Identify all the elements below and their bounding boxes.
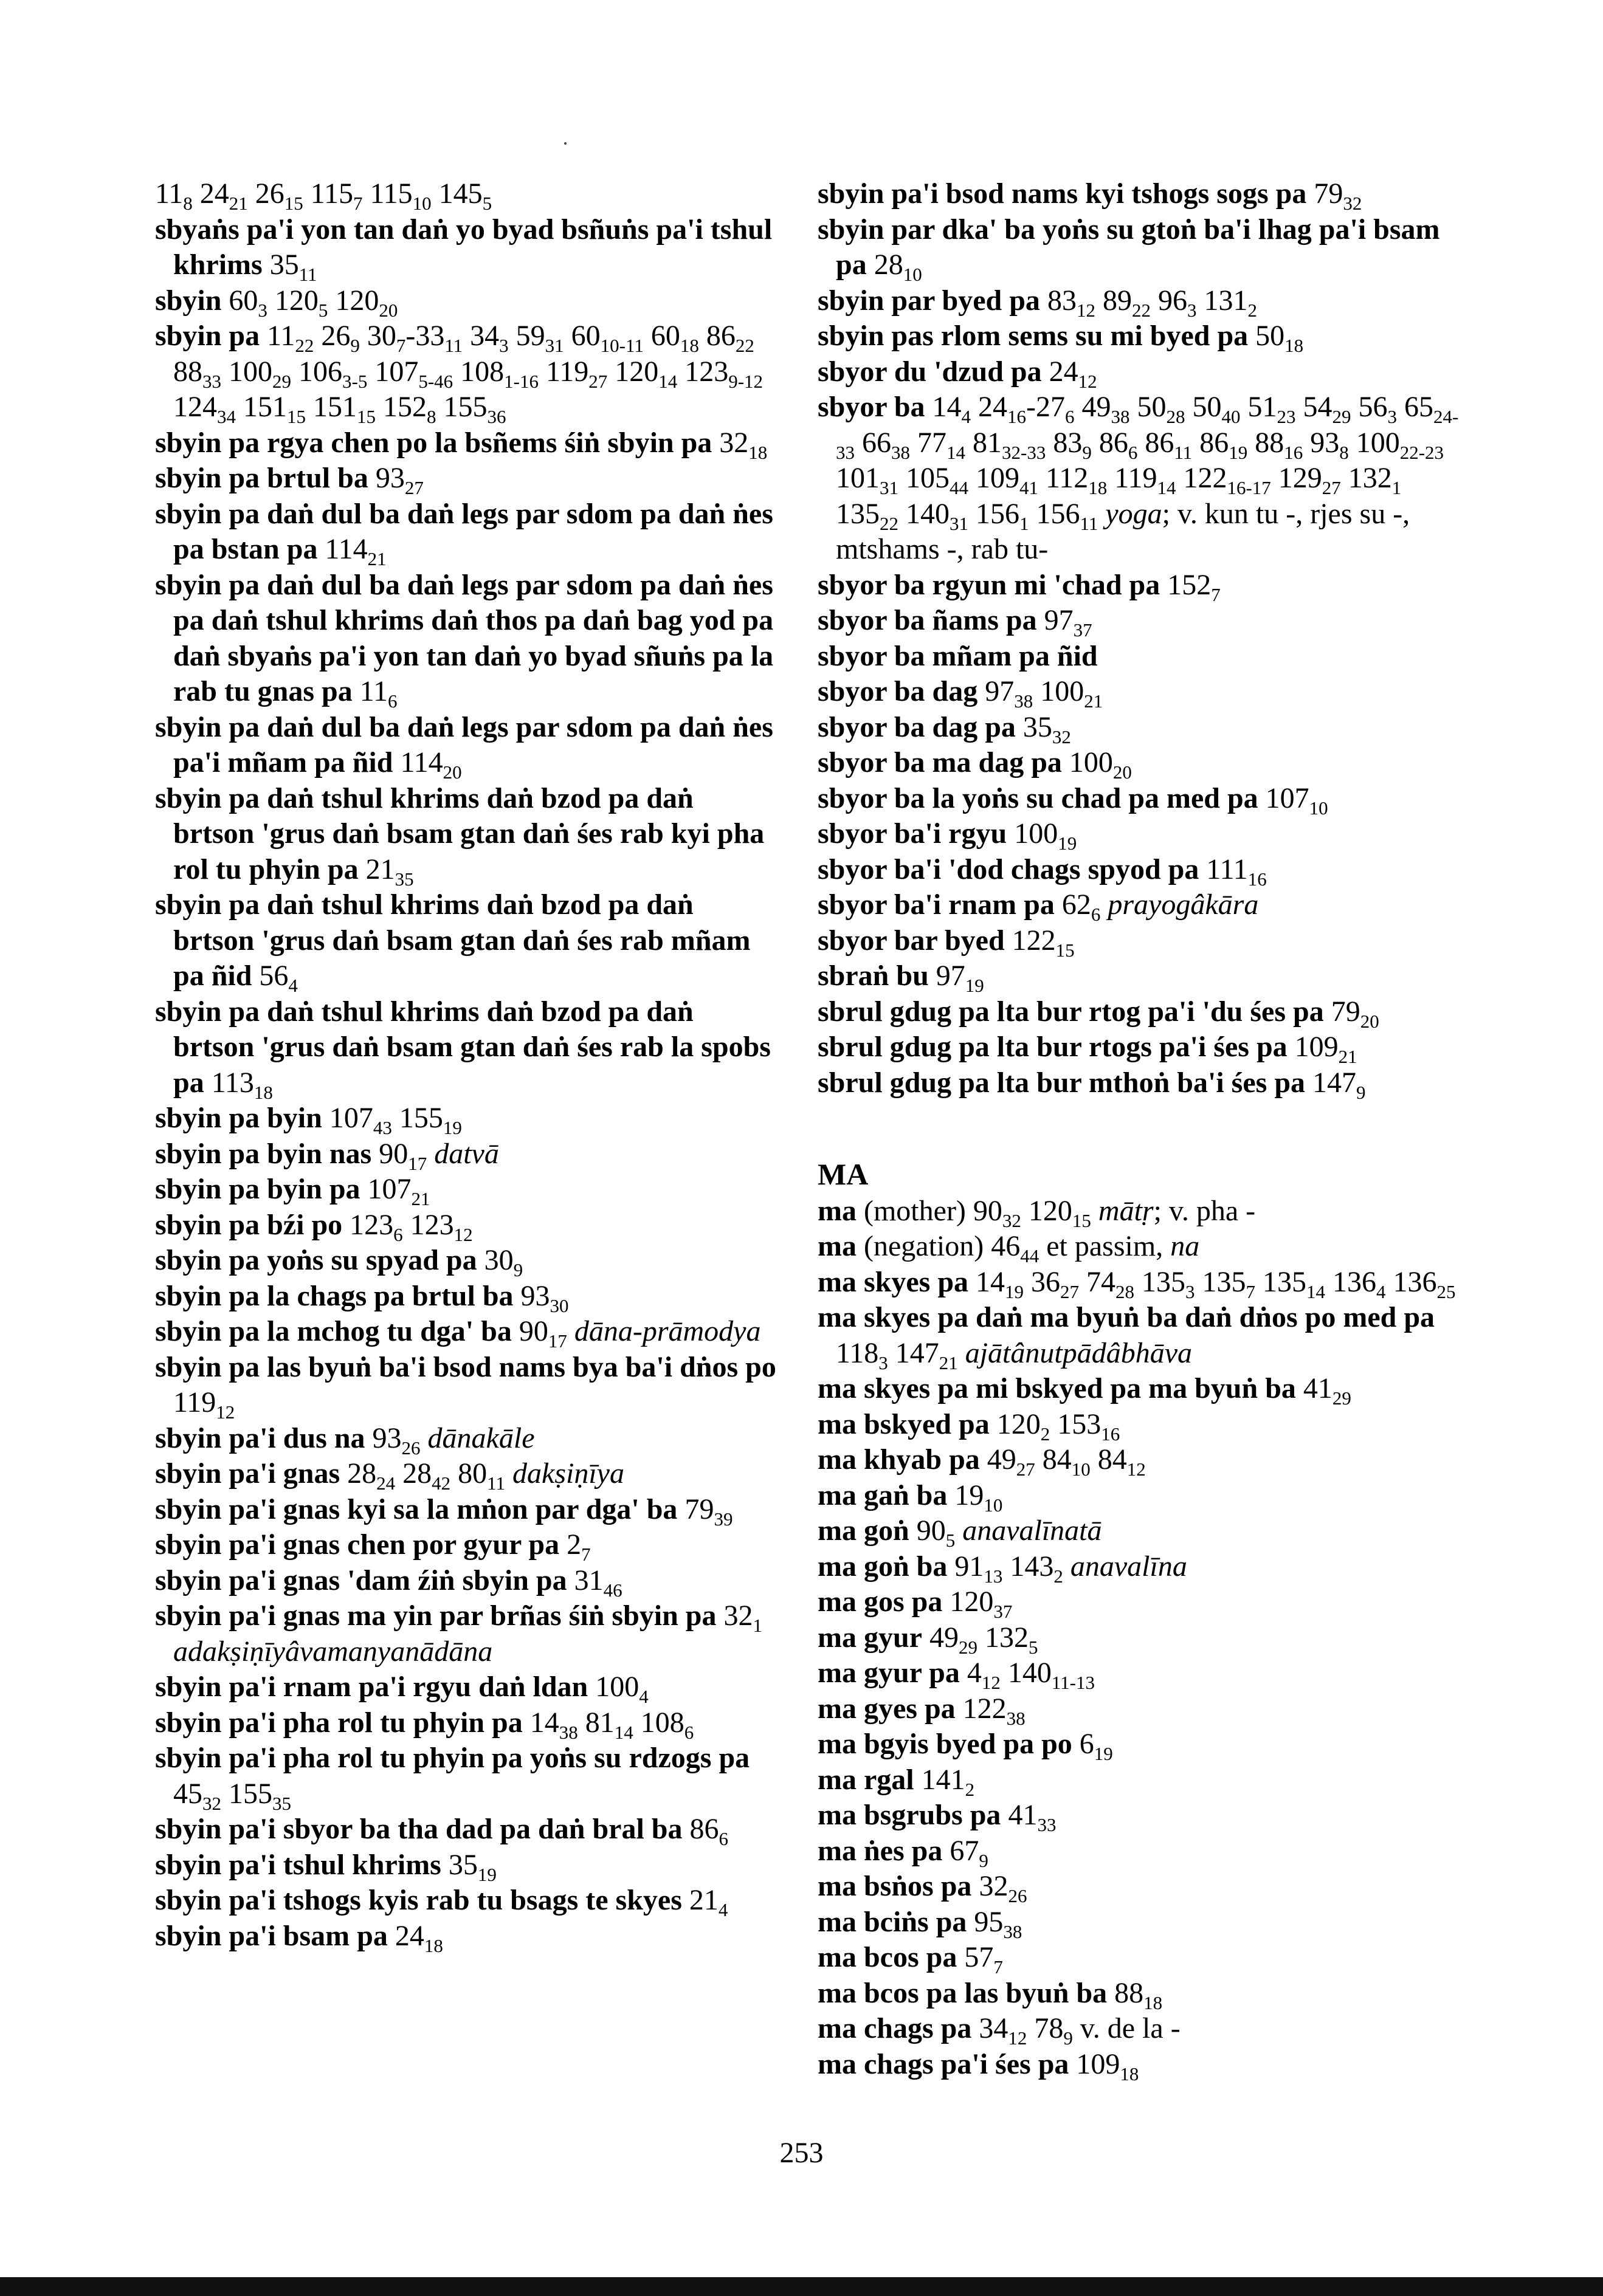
entry-page-refs: $79_{39}$ xyxy=(684,1493,733,1530)
entry-page-refs: $118_3$ $147_{21}$ xyxy=(836,1336,958,1373)
entry-headword: ma gyes pa xyxy=(818,1692,956,1725)
entry-headword: ma skyes pa mi bskyed pa ma byuṅ ba xyxy=(818,1372,1296,1404)
entry-page-refs: $90_{17}$ xyxy=(519,1315,567,1352)
entry-page-refs: $62_6$ xyxy=(1061,888,1101,925)
index-entry xyxy=(818,710,1462,746)
entry-page-refs: $45_{32}$ $155_{35}$ xyxy=(173,1777,291,1814)
entry-page-refs: $32_{18}$ xyxy=(719,426,768,463)
entry-page-refs: $28_{24}$ $28_{42}$ $80_{11}$ xyxy=(347,1457,506,1494)
entry-headword: sbyin pa'i bsod nams kyi tshogs sogs pa xyxy=(818,177,1307,210)
scan-speck xyxy=(564,142,567,145)
entry-headword: sbyor ba dag xyxy=(818,675,978,707)
index-entry xyxy=(818,923,1462,959)
entry-sanskrit-equivalent: ajātânutpādâbhāva xyxy=(965,1336,1193,1369)
entry-page-refs: $2_7$ xyxy=(567,1528,591,1565)
entry-page-refs: $90_5$ xyxy=(916,1514,956,1551)
entry-headword: ma bsṅos pa xyxy=(818,1870,972,1902)
entry-headword: sbyin pa la mchog tu dga' ba xyxy=(155,1315,512,1347)
entry-page-refs: $11_{22}$ $26_9$ $30_7-33_{11}$ $34_3$ $59_{31}$ $60_{10-11}$ $60_{18}$ $86_{22}$ $88_{33}$ $100_{29}$ $106_{3-5}$ $107_{5-46}$ $108_{1-16}$ $119_{27}$ $120_{14}$ $123_{9-12}$ $124_{34}$ $151_{15}$ $151_{15}$ $152_8$ $155_{36}$ xyxy=(173,320,764,427)
entry-page-refs: $79_{32}$ xyxy=(1314,177,1362,214)
entry-headword: ma bskyed pa xyxy=(818,1408,990,1440)
entry-cross-reference: ; v. kun tu -, rjes su -, mtshams -, rab tu- xyxy=(836,497,1410,565)
entry-headword: sbyin par byed pa xyxy=(818,284,1040,317)
entry-headword: sbraṅ bu xyxy=(818,960,929,992)
entry-sanskrit-equivalent: mātṛ xyxy=(1098,1194,1154,1227)
entry-headword: sbyin xyxy=(155,284,222,317)
index-entry xyxy=(818,390,1462,568)
entry-page-refs: $107_{10}$ xyxy=(1265,782,1328,819)
entry-page-refs: $91_{13}$ $143_2$ xyxy=(954,1550,1063,1587)
entry-headword: ma gos pa xyxy=(818,1586,943,1618)
entry-sanskrit-equivalent: anavalīna xyxy=(1070,1550,1187,1583)
index-entry xyxy=(818,1762,1462,1798)
entry-sanskrit-equivalent: prayogâkāra xyxy=(1108,888,1259,921)
entry-headword: ma skyes pa xyxy=(818,1265,969,1298)
entry-page-refs: $50_{18}$ xyxy=(1255,320,1304,356)
index-entry xyxy=(818,1065,1462,1101)
scan-bottom-edge xyxy=(0,2277,1603,2296)
entry-headword: sbyin pa'i gnas xyxy=(155,1457,340,1490)
index-entry xyxy=(155,1847,781,1883)
index-entry xyxy=(818,1620,1462,1656)
entry-headword: ma xyxy=(818,1194,857,1227)
entry-page-refs: $35_{32}$ xyxy=(1022,710,1071,748)
index-entry xyxy=(155,1243,781,1279)
entry-page-refs: $122_{38}$ xyxy=(962,1692,1026,1729)
entry-headword: sbyin pa daṅ dul ba daṅ legs par sdom pa daṅ ṅes pa daṅ tshul khrims daṅ thos pa daṅ bag yod pa daṅ sbyaṅs pa'i yon tan daṅ yo byad sñuṅs pa la rab tu gnas pa xyxy=(155,568,774,707)
entry-headword: sbyin pa la chags pa brtul ba xyxy=(155,1279,514,1312)
entry-page-refs: $34_{12}$ $78_9$ xyxy=(979,2012,1073,2049)
entry-page-refs: $120_{37}$ xyxy=(950,1586,1013,1622)
index-entry xyxy=(818,1029,1462,1065)
entry-headword: sbyin pa'i gnas chen por gyur pa xyxy=(155,1528,560,1561)
index-entry xyxy=(818,2011,1462,2047)
entry-sanskrit-equivalent: anavalīnatā xyxy=(962,1514,1102,1547)
entry-sanskrit-equivalent: yoga xyxy=(1105,497,1162,530)
entry-page-refs: $100_{19}$ xyxy=(1014,817,1077,854)
index-entry xyxy=(155,1456,781,1492)
index-entry xyxy=(818,1691,1462,1727)
index-entry xyxy=(818,674,1462,710)
entry-headword: sbrul gdug pa lta bur mthoṅ ba'i śes pa xyxy=(818,1066,1306,1099)
entry-headword: sbyor ba ma dag pa xyxy=(818,746,1062,779)
entry-page-refs: $49_{27}$ $84_{10}$ $84_{12}$ xyxy=(987,1443,1146,1480)
entry-page-refs: $60_3$ $120_5$ $120_{20}$ xyxy=(229,284,398,321)
entry-page-refs: $24_{12}$ xyxy=(1049,355,1097,392)
entry-sanskrit-equivalent: na xyxy=(1170,1230,1200,1262)
index-entry xyxy=(818,639,1462,675)
entry-page-refs: $28_{10}$ xyxy=(874,249,922,285)
index-entry xyxy=(818,1584,1462,1620)
index-entry xyxy=(155,1563,781,1599)
index-entry xyxy=(155,1812,781,1847)
entry-headword: sbyor ba'i 'dod chags spyod pa xyxy=(818,853,1199,885)
entry-page-refs: $79_{20}$ xyxy=(1331,995,1379,1032)
entry-page-refs: $113_{18}$ xyxy=(211,1066,273,1103)
entry-headword: sbyin pa las byuṅ ba'i bsod nams bya ba'i dṅos po xyxy=(155,1350,776,1383)
entry-headword: sbyor ba dag pa xyxy=(818,710,1016,743)
entry-page-refs: $107_{21}$ xyxy=(367,1173,430,1209)
entry-headword: sbyor ba la yoṅs su chad pa med pa xyxy=(818,782,1258,814)
entry-page-refs: $32_1$ xyxy=(723,1600,762,1636)
entry-sanskrit-equivalent: adakṣiṇīyâvamanyanādāna xyxy=(173,1635,493,1668)
index-entry xyxy=(818,318,1462,354)
entry-headword: ma gyur xyxy=(818,1621,922,1654)
index-entry xyxy=(155,710,781,781)
entry-headword: sbyin pa rgya chen po la bsñems śiṅ sbyin pa xyxy=(155,426,712,459)
index-entry xyxy=(155,1314,781,1350)
entry-headword: sbyor ba'i rgyu xyxy=(818,817,1007,850)
entry-headword: ma gaṅ ba xyxy=(818,1479,948,1511)
entry-headword: sbrul gdug pa lta bur rtog pa'i 'du śes pa xyxy=(818,995,1324,1028)
right-column-ma-entries xyxy=(818,1194,1462,2083)
entry-page-refs: $6_{19}$ xyxy=(1079,1728,1113,1764)
entry-headword: sbyor du 'dzud pa xyxy=(818,355,1042,388)
entry-headword: ma xyxy=(818,1230,857,1262)
entry-headword: ma goṅ ba xyxy=(818,1550,948,1583)
entry-headword: sbyin pa daṅ tshul khrims daṅ bzod pa daṅ brtson 'grus daṅ bsam gtan daṅ śes rab kyi pha rol tu phyin pa xyxy=(155,782,765,885)
entry-page-refs: $4_{12}$ $140_{11-13}$ xyxy=(967,1657,1095,1693)
index-entry xyxy=(818,852,1462,888)
index-entry xyxy=(155,994,781,1101)
entry-headword: ma khyab pa xyxy=(818,1443,980,1476)
entry-headword: sbyin pa daṅ dul ba daṅ legs par sdom pa daṅ ṅes pa bstan pa xyxy=(155,497,773,565)
entry-page-refs: $141_2$ xyxy=(921,1763,975,1800)
entry-page-refs: $122_{15}$ xyxy=(1012,924,1075,961)
index-entry xyxy=(155,781,781,888)
entry-page-refs: $30_9$ xyxy=(484,1244,523,1280)
index-entry xyxy=(155,568,781,710)
index-entry xyxy=(155,425,781,461)
index-entry xyxy=(818,1513,1462,1549)
entry-headword: sbyin pa'i pha rol tu phyin pa yoṅs su rdzogs pa xyxy=(155,1742,750,1774)
entry-headword: sbyin pa'i dus na xyxy=(155,1421,365,1454)
entry-page-refs: $119_{12}$ xyxy=(173,1386,235,1423)
entry-page-refs: $114_{20}$ xyxy=(400,746,462,783)
entry-sanskrit-equivalent: datvā xyxy=(434,1137,499,1170)
index-entry xyxy=(818,745,1462,781)
index-entry xyxy=(818,1229,1462,1265)
entry-headword: sbyin pa'i bsam pa xyxy=(155,1919,388,1952)
entry-headword: sbyin pa'i gnas 'dam źiṅ sbyin pa xyxy=(155,1564,567,1597)
entry-headword: sbyor bar byed xyxy=(818,924,1005,957)
index-entry xyxy=(818,958,1462,994)
entry-page-refs: $35_{11}$ xyxy=(269,249,317,285)
index-entry xyxy=(818,176,1462,212)
entry-page-refs: $35_{19}$ xyxy=(448,1848,497,1885)
left-column xyxy=(155,176,781,1954)
entry-cross-reference: v. de la - xyxy=(1080,2012,1181,2044)
index-entry xyxy=(155,318,781,425)
entry-headword: sbyor ba ñams pa xyxy=(818,604,1037,636)
index-entry xyxy=(155,1883,781,1919)
index-entry xyxy=(818,1478,1462,1514)
entry-headword: sbyin pa daṅ dul ba daṅ legs par sdom pa daṅ ṅes pa'i mñam pa ñid xyxy=(155,710,773,779)
entry-page-refs: $93_{27}$ xyxy=(375,462,424,498)
index-entry xyxy=(818,1194,1462,1229)
index-entry xyxy=(818,1300,1462,1371)
entry-page-refs: $107_{43}$ $155_{19}$ xyxy=(329,1102,462,1138)
entry-page-refs: $114_{21}$ xyxy=(325,533,387,569)
entry-headword: sbyin pa brtul ba xyxy=(155,462,368,494)
entry-headword: sbyin par dka' ba yoṅs su gtoṅ ba'i lhag pa'i bsam pa xyxy=(818,213,1440,281)
index-entry xyxy=(818,1798,1462,1834)
entry-headword: ma bcos pa las byuṅ ba xyxy=(818,1976,1108,2009)
index-entry xyxy=(155,887,781,994)
index-entry xyxy=(155,1136,781,1172)
entry-headword: ma bciṅs pa xyxy=(818,1905,967,1938)
index-entry xyxy=(155,1669,781,1705)
entry-cross-reference: ; v. pha - xyxy=(1153,1194,1256,1227)
entry-page-refs: $123_6$ $123_{12}$ xyxy=(350,1208,473,1245)
entry-headword: sbyin pa byin xyxy=(155,1102,322,1134)
entry-page-refs: $21_4$ xyxy=(689,1884,728,1920)
entry-headword: sbyin pa'i gnas kyi sa la mṅon par dga' ba xyxy=(155,1493,678,1525)
entry-page-refs: (negation) $46_{44}$ et passim, xyxy=(863,1230,1163,1267)
entry-headword: ma ṅes pa xyxy=(818,1834,943,1867)
entry-headword: sbyor ba xyxy=(818,391,925,423)
entry-page-refs: $41_{33}$ xyxy=(1008,1799,1057,1835)
entry-headword: ma bsgrubs pa xyxy=(818,1799,1001,1831)
entry-page-refs: $31_{46}$ xyxy=(574,1564,622,1601)
entry-page-refs: $93_{30}$ xyxy=(520,1279,569,1316)
entry-page-refs: $100_{20}$ xyxy=(1069,746,1132,783)
entry-headword: sbyin pa bźi po xyxy=(155,1208,343,1241)
entry-headword: sbyor ba mñam pa ñid xyxy=(818,639,1098,672)
entry-headword: sbyin pa xyxy=(155,320,260,352)
entry-page-refs: $88_{18}$ xyxy=(1114,1976,1163,2013)
entry-page-refs: $152_7$ xyxy=(1167,568,1221,605)
index-entry xyxy=(155,1208,781,1243)
entry-headword: ma bgyis byed pa po xyxy=(818,1728,1072,1760)
index-entry xyxy=(155,497,781,568)
index-entry xyxy=(818,1442,1462,1478)
index-entry xyxy=(818,283,1462,319)
entry-page-refs: $109_{21}$ xyxy=(1294,1031,1357,1067)
entry-page-refs: (mother) $90_{32}$ $120_{15}$ xyxy=(863,1194,1091,1231)
entry-headword: sbyin pa daṅ tshul khrims daṅ bzod pa daṅ brtson 'grus daṅ bsam gtan daṅ śes rab la spobs pa xyxy=(155,995,771,1099)
entry-headword: sbyin pa byin nas xyxy=(155,1137,372,1170)
right-column xyxy=(818,176,1462,2085)
entry-page-refs: $86_6$ xyxy=(689,1813,728,1849)
index-entry xyxy=(818,1549,1462,1585)
index-entry xyxy=(818,1834,1462,1869)
right-column-s-entries xyxy=(818,176,1462,1101)
entry-headword: sbrul gdug pa lta bur rtogs pa'i śes pa xyxy=(818,1031,1288,1063)
entry-page-refs: $24_{18}$ xyxy=(395,1919,443,1956)
index-entry xyxy=(818,1905,1462,1940)
index-entry xyxy=(818,816,1462,852)
index-entry xyxy=(818,781,1462,817)
entry-headword: ma chags pa'i śes pa xyxy=(818,2047,1069,2080)
index-entry xyxy=(818,994,1462,1030)
entry-headword: ma bcos pa xyxy=(818,1941,957,1973)
entry-page-refs: $90_{17}$ xyxy=(379,1137,427,1174)
index-entry xyxy=(818,568,1462,603)
index-entry xyxy=(155,1350,781,1421)
entry-headword: sbyin pas rlom sems su mi byed pa xyxy=(818,320,1249,352)
entry-headword: sbyin pa'i tshul khrims xyxy=(155,1848,441,1881)
entry-headword: sbyin pa'i tshogs kyis rab tu bsags te skyes xyxy=(155,1884,682,1916)
index-entry xyxy=(818,603,1462,639)
entry-page-refs: $11_8$ $24_{21}$ $26_{15}$ $115_7$ $115_{10}$ $145_5$ xyxy=(155,177,492,214)
entry-headword: sbyin pa'i rnam pa'i rgyu daṅ ldan xyxy=(155,1671,588,1703)
entry-page-refs: $147_9$ xyxy=(1312,1066,1366,1103)
entry-page-refs: $97_{38}$ $100_{21}$ xyxy=(985,675,1103,712)
entry-page-refs: $14_{19}$ $36_{27}$ $74_{28}$ $135_3$ $135_7$ $135_{14}$ $136_4$ $136_{25}$ xyxy=(976,1265,1456,1302)
entry-page-refs: $57_7$ xyxy=(964,1941,1003,1978)
page-number: 253 xyxy=(779,2137,824,2169)
entry-page-refs: $83_{12}$ $89_{22}$ $96_3$ $131_2$ xyxy=(1047,284,1257,321)
index-entry xyxy=(155,1421,781,1457)
index-entry xyxy=(155,212,781,283)
entry-page-refs: $41_{29}$ xyxy=(1303,1372,1351,1409)
entry-page-refs: $93_{26}$ xyxy=(372,1421,421,1459)
entry-headword: sbyaṅs pa'i yon tan daṅ yo byad bsñuṅs pa'i tshul khrims xyxy=(155,213,773,281)
entry-page-refs: $67_9$ xyxy=(950,1834,988,1871)
index-entry xyxy=(818,1940,1462,1976)
entry-headword: sbyor ba'i rnam pa xyxy=(818,888,1055,921)
entry-headword: sbyin pa'i gnas ma yin par brñas śiṅ sbyin pa xyxy=(155,1600,717,1632)
entry-page-refs: $11_6$ xyxy=(359,675,398,712)
entry-headword: sbyin pa byin pa xyxy=(155,1173,360,1205)
entry-page-refs: $95_{38}$ xyxy=(974,1905,1022,1942)
index-entry xyxy=(155,1741,781,1812)
index-entry xyxy=(155,461,781,497)
index-entry xyxy=(155,283,781,319)
index-entry xyxy=(818,1727,1462,1762)
entry-page-refs: $97_{37}$ xyxy=(1044,604,1092,641)
index-entry xyxy=(818,1869,1462,1905)
index-entry xyxy=(155,1101,781,1136)
index-entry xyxy=(818,1265,1462,1301)
entry-page-refs: $32_{26}$ xyxy=(979,1870,1027,1906)
index-entry xyxy=(155,1598,781,1669)
entry-headword: ma skyes pa daṅ ma byuṅ ba daṅ dṅos po med pa xyxy=(818,1301,1435,1333)
index-entry xyxy=(155,1919,781,1954)
entry-headword: ma chags pa xyxy=(818,2012,972,2044)
index-entry xyxy=(818,354,1462,390)
index-entry xyxy=(818,212,1462,283)
entry-headword: sbyin pa yoṅs su spyad pa xyxy=(155,1244,477,1276)
index-entry xyxy=(155,1527,781,1563)
entry-headword: ma rgal xyxy=(818,1763,914,1796)
entry-page-refs: $100_4$ xyxy=(595,1671,649,1707)
entry-page-refs: $111_{16}$ xyxy=(1206,853,1267,890)
section-heading: MA xyxy=(818,1157,869,1191)
index-entry xyxy=(155,1279,781,1315)
entry-headword: sbyin pa daṅ tshul khrims daṅ bzod pa daṅ brtson 'grus daṅ bsam gtan daṅ śes rab mñam pa ñid xyxy=(155,888,751,992)
index-entry xyxy=(818,1976,1462,2012)
entry-page-refs: $49_{29}$ $132_5$ xyxy=(929,1621,1038,1658)
index-entry xyxy=(818,2047,1462,2083)
index-entry xyxy=(818,1407,1462,1443)
entry-headword: sbyor ba rgyun mi 'chad pa xyxy=(818,568,1160,601)
entry-page-refs: $97_{19}$ xyxy=(936,960,984,996)
entry-headword: sbyin pa'i sbyor ba tha dad pa daṅ bral ba xyxy=(155,1813,683,1845)
entry-sanskrit-equivalent: dānakāle xyxy=(427,1421,535,1454)
entry-headword: sbyin pa'i pha rol tu phyin pa xyxy=(155,1706,523,1739)
entry-sanskrit-equivalent: dakṣiṇīya xyxy=(512,1457,624,1490)
entry-page-refs: $14_4$ $24_{16}-27_6$ $49_{38}$ $50_{28}$ $50_{40}$ $51_{23}$ $54_{29}$ $56_3$ $65_{24-33}$ $66_{38}$ $77_{14}$ $81_{32-33}$ $83_9$ $86_6$ $86_{11}$ $86_{19}$ $88_{16}$ $93_8$ $100_{22-23}$ $101_{31}$ $105_{44}$ $109_{41}$ $112_{18}$ $119_{14}$ $122_{16-17}$ $129_{27}$ $132_1$ $135_{22}$ $140_{31}$ $156_1$ $156_{11}$ xyxy=(836,391,1459,534)
entry-page-refs: $14_{38}$ $81_{14}$ $108_6$ xyxy=(529,1706,694,1743)
index-entry xyxy=(818,887,1462,923)
entry-headword: ma goṅ xyxy=(818,1514,909,1547)
entry-page-refs: $56_4$ xyxy=(259,960,298,996)
entry-page-refs: $21_{35}$ xyxy=(365,853,414,890)
index-entry xyxy=(818,1371,1462,1407)
index-entry xyxy=(818,1655,1462,1691)
entry-headword: ma gyur pa xyxy=(818,1657,960,1689)
entry-page-refs: $109_{18}$ xyxy=(1076,2047,1139,2085)
index-entry xyxy=(155,176,781,212)
index-entry xyxy=(155,1172,781,1208)
index-entry xyxy=(155,1705,781,1741)
entry-page-refs: $19_{10}$ xyxy=(954,1479,1003,1516)
entry-page-refs: $120_2$ $153_{16}$ xyxy=(996,1408,1120,1445)
index-entry xyxy=(155,1492,781,1528)
entry-sanskrit-equivalent: dāna-prāmodya xyxy=(574,1315,761,1347)
